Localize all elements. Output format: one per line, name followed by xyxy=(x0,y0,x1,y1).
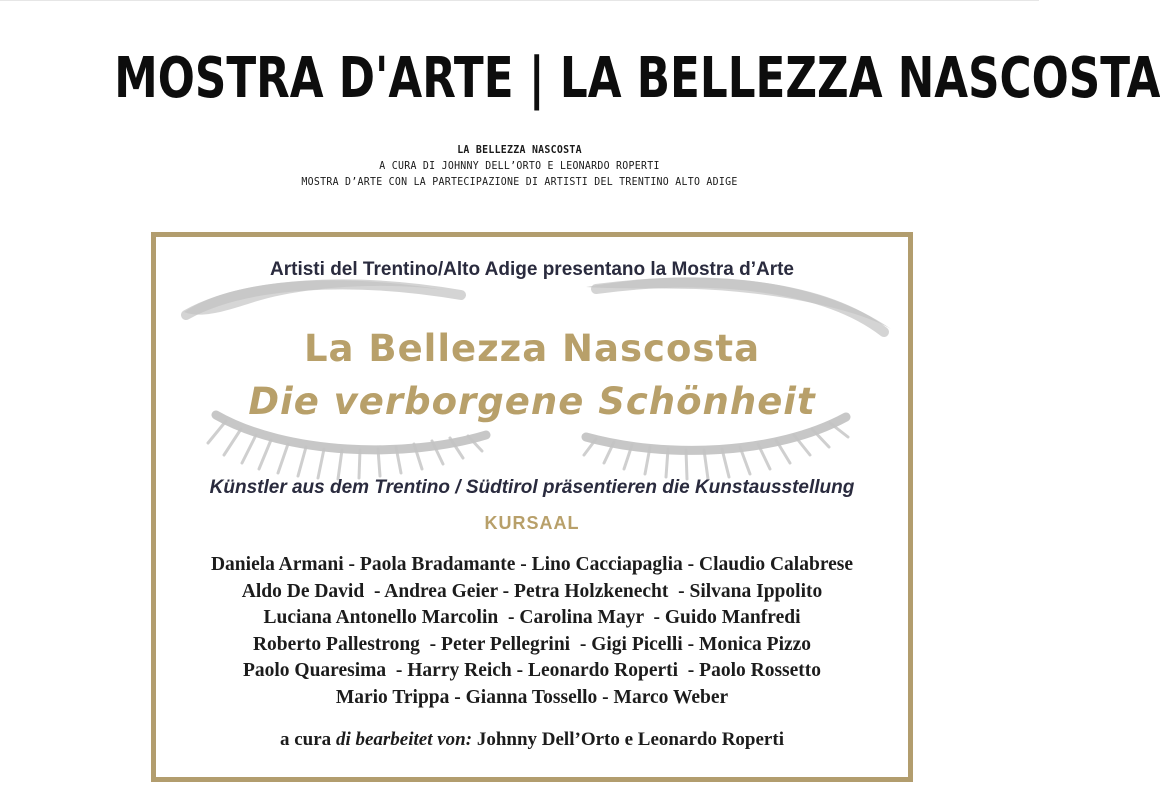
exhibition-poster xyxy=(151,232,913,782)
left-eyebrow-stroke xyxy=(186,284,461,315)
artist-line: Paolo Quaresima - Harry Reich - Leonardo Roperti - Paolo Rossetto xyxy=(242,660,822,682)
top-divider xyxy=(0,0,1039,1)
poster-venue: KURSAAL xyxy=(484,513,580,533)
poster-presents-line: Artisti del Trentino/Alto Adige presentano la Mostra d’Arte xyxy=(270,259,794,280)
subtitle-curators: A CURA DI JOHNNY DELL’ORTO E LEONARDO ROPERTI xyxy=(379,159,660,172)
poster-credits xyxy=(156,729,908,751)
poster-kuenstler-line: Künstler aus dem Trentino / Südtirol präsentieren die Kunstausstellung xyxy=(209,477,855,498)
artist-line: Roberto Pallestrong - Peter Pellegrini - Gigi Picelli - Monica Pizzo xyxy=(252,633,812,655)
credits-prefix: a cura xyxy=(280,729,336,750)
artist-line: Mario Trippa - Gianna Tossello - Marco Weber xyxy=(335,686,729,708)
page-title: MOSTRA D'ARTE | LA BELLEZZA NASCOSTA xyxy=(114,46,1160,111)
credits-italic: di bearbeitet von: xyxy=(335,729,473,750)
subtitle-exhibition-name: LA BELLEZZA NASCOSTA xyxy=(457,143,582,156)
artist-line: Aldo De David - Andrea Geier - Petra Holzkenecht - Silvana Ippolito xyxy=(241,580,823,602)
artist-line: Daniela Armani - Paola Bradamante - Lino Cacciapaglia - Claudio Calabrese xyxy=(210,554,854,575)
artist-list xyxy=(156,552,908,712)
credits-names: Johnny Dell’Orto e Leonardo Roperti xyxy=(472,729,784,750)
subtitle-block xyxy=(0,142,1039,190)
poster-title-german: Die verborgene Schönheit xyxy=(248,380,816,423)
artist-line: Luciana Antonello Marcolin - Carolina Mayr - Guido Manfredi xyxy=(263,607,801,629)
poster-title-italian: La Bellezza Nascosta xyxy=(303,327,761,370)
subtitle-description: MOSTRA D’ARTE CON LA PARTECIPAZIONE DI ARTISTI DEL TRENTINO ALTO ADIGE xyxy=(301,175,738,188)
